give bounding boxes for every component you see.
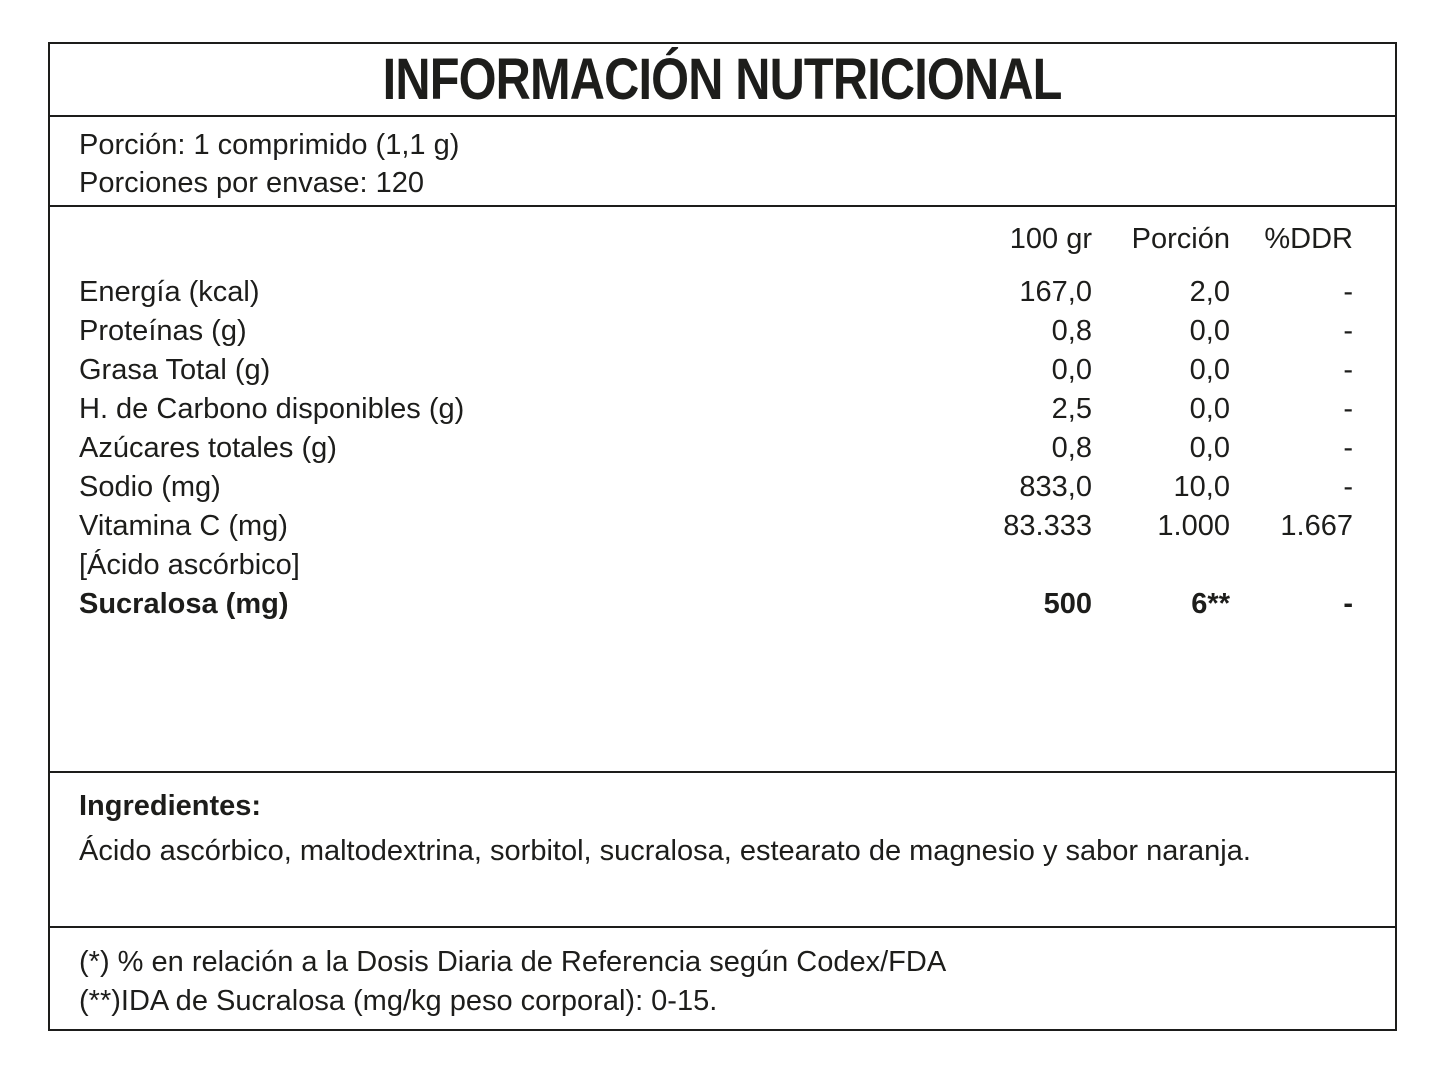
servings-per-container-line: Porciones por envase: 120 [79,167,424,199]
ingredients-heading: Ingredientes: [79,790,262,822]
column-header-per-100g: 100 gr [1009,223,1092,255]
value-ddr: - [1343,276,1353,308]
footnote-ddr-reference: (*) % en relación a la Dosis Diaria de Referencia según Codex/FDA [79,946,947,978]
nutrient-label: Sucralosa (mg) [79,588,289,620]
value-per-portion: 0,0 [1189,315,1230,347]
footnotes-section [50,928,1395,1029]
column-header-portion: Porción [1131,223,1230,255]
value-per-100g: 833,0 [1019,471,1092,503]
nutrition-table-section [50,207,1395,773]
value-ddr [1230,546,1353,585]
value-per-portion: 2,0 [1189,276,1230,308]
nutrient-label: Proteínas (g) [79,315,247,347]
value-per-portion: 0,0 [1189,432,1230,464]
nutrient-label: Sodio (mg) [79,471,221,503]
ingredients-section [50,773,1395,928]
value-ddr: - [1343,471,1353,503]
title-section [50,44,1395,117]
value-per-100g [922,546,1092,585]
header-spacer [79,259,1353,273]
ingredients-text: Ácido ascórbico, maltodextrina, sorbitol, sucralosa, estearato de magnesio y sabor naranja. [79,835,1251,867]
value-per-100g: 0,8 [1051,432,1092,464]
value-ddr: 1.667 [1280,510,1353,542]
value-per-100g: 0,0 [1051,354,1092,386]
nutrient-label: H. de Carbono disponibles (g) [79,393,465,425]
column-header-empty [79,220,922,259]
footnote-sucralosa-ida: (**)IDA de Sucralosa (mg/kg peso corporal): 0-15. [79,985,718,1017]
nutrition-label [48,42,1397,1031]
nutrient-label: Vitamina C (mg) [79,510,288,542]
nutrient-label: Azúcares totales (g) [79,432,337,464]
value-ddr: - [1343,315,1353,347]
value-ddr: - [1343,393,1353,425]
value-ddr: - [1343,588,1353,620]
portion-line: Porción: 1 comprimido (1,1 g) [79,129,460,161]
value-per-portion: 10,0 [1173,471,1230,503]
serving-section [50,117,1395,207]
value-per-100g: 83.333 [1003,510,1092,542]
value-per-100g: 500 [1043,588,1092,620]
value-per-portion: 0,0 [1189,393,1230,425]
value-per-portion: 0,0 [1189,354,1230,386]
nutrient-label-secondary: [Ácido ascórbico] [79,549,300,581]
value-per-100g: 167,0 [1019,276,1092,308]
value-per-100g: 0,8 [1051,315,1092,347]
value-per-100g: 2,5 [1051,393,1092,425]
value-ddr: - [1343,354,1353,386]
value-per-portion: 1.000 [1157,510,1230,542]
page-title: INFORMACIÓN NUTRICIONAL [383,47,1062,112]
nutrition-table [79,220,1353,624]
value-ddr: - [1343,432,1353,464]
value-per-portion: 6** [1191,588,1230,620]
nutrient-label: Grasa Total (g) [79,354,271,386]
value-per-portion [1092,546,1230,585]
column-header-ddr: %DDR [1264,223,1353,255]
nutrient-label: Energía (kcal) [79,276,260,308]
